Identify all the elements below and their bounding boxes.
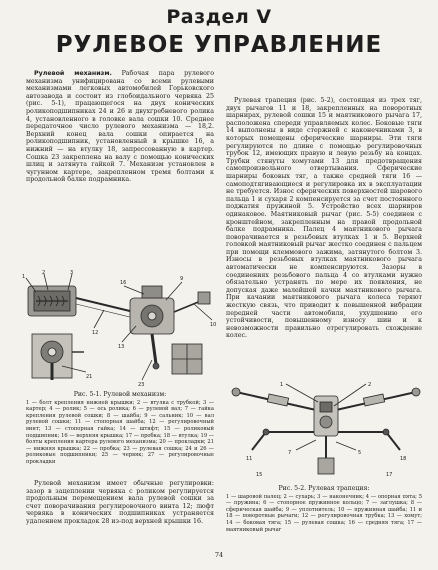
figure-5-1-caption xyxy=(26,392,214,466)
svg-text:2: 2 xyxy=(368,382,372,388)
svg-text:21: 21 xyxy=(86,374,93,380)
svg-text:23: 23 xyxy=(138,382,145,388)
svg-text:11: 11 xyxy=(246,456,253,462)
svg-text:10: 10 xyxy=(210,322,217,328)
svg-text:5: 5 xyxy=(358,450,362,456)
figure-5-1-title: Рис. 5-1. Рулевой механизм: xyxy=(73,391,167,398)
svg-text:16: 16 xyxy=(120,280,127,286)
steering-gear-heading: Рулевой механизм. xyxy=(34,70,112,77)
figure-5-2-title: Рис. 5-2. Рулевая трапеция: xyxy=(278,485,370,492)
figure-5-2-caption xyxy=(226,486,422,533)
steering-linkage-drawing xyxy=(226,380,426,482)
svg-text:18: 18 xyxy=(400,456,407,462)
svg-text:9: 9 xyxy=(180,276,184,282)
svg-text:17: 17 xyxy=(386,472,393,478)
svg-text:15: 15 xyxy=(256,472,263,478)
svg-text:7: 7 xyxy=(288,450,292,456)
steering-gear-body: Рабочая пара рулевого механизма унифицирована со всеми рулевыми механизмами легковых автомобилей Горьковского автозавода и состоит из глобоидального червяка 25 (рис. 5-1), працающегося на двух конических роликоподшипниках 24 и 26 и двухгребневого ролика 4, установленного в головке вала сошки 10. Среднее передаточное число рулевого механизма — 18,2. Верхний конец вала сошки опирается на роликоподшипник, установленный в крышке 16, а нижний — на втулку 18, запрессованную в картер. Сошка 23 закреплена на валу с помощью конических шлиц и затянута гайкой 7. Механизм установлен в чугунном картере, закрепленном тремя болтами к продольной балке подрамника. xyxy=(26,70,214,184)
svg-text:3: 3 xyxy=(70,270,74,276)
svg-text:1: 1 xyxy=(22,274,26,280)
svg-text:1: 1 xyxy=(280,382,284,388)
svg-text:12: 12 xyxy=(92,330,99,336)
figure-5-1-legend: 1 — болт крепления нижней крышки; 2 — втулка с трубкой; 3 — картер; 4 — ролик; 5 — ось ролика; 6 — рулевой вал; 7 — гайка крепления рулевой сошки; 8 — шайба; 9 — сальник; 10 — вал рулевой сошки; 11 — стопорная шайба; 12 — регулировочный винт; 13 — стопорная гайка; 14 — штифт; 15 — роликовый подшипник; 16 — верхняя крышка; 17 — пробка; 18 — втулка; 19 — болты крепления картера рулевого механизма; 20 — прокладки; 21 — нижняя крышка; 22 — пробка; 23 — рулевая сошка; 24 и 26 — роликовые подшипники; 25 — червяк; 27 — регулировочные прокладки xyxy=(26,399,214,465)
page-number: 74 xyxy=(214,551,224,559)
section-number: Раздел V xyxy=(166,6,272,28)
page-header xyxy=(0,6,438,58)
left-column-text xyxy=(26,70,214,184)
svg-text:2: 2 xyxy=(42,270,46,276)
svg-text:13: 13 xyxy=(118,344,125,350)
steering-mechanism-drawing xyxy=(22,268,217,388)
right-column-text: Рулевая трапеция (рис. 5-2), состоящая из трех тяг, двух рычагов 11 и 18, закрепленных на поворотных шарнирах, рулевой сошки 15 и маятникового рычага 17, расположена спереди управляемых колес. Боковые тяги 14 выполнены в виде стержней с наконечниками 3, в которых помещены сферические шарниры. Эти тяги регулируются по длине с помощью регулировочных трубок 12, имеющих правую и левую резьбу на концах. Трубки стянуты хомутами 13 для предотвращения самопроизвольного отвертывания. Сферические шарниры боковых тяг, а также средней тяги 16 — самоподтягивающиеся и регулировка их в эксплуатации не требуется. Износ сферических поверхностей шарового пальца 1 и сухаря 2 компенсируется за счет постоянного поджатия пружиной 5. Устройство всех шарниров одинаковое. Маятниковый рычаг (рис. 5-5) соединен с кронштейном, закрепленным на правой продольной балке подрамника. Палец 4 маятникового рычага поворачивается в резьбовых втулках 1 и 5. Верхней головкой маятниковый рычаг жестко соединен с пальцем при помощи клеммового зажима, затянутого болтом 3. Износы в резьбовых втулках маятникового рычага автоматически не компенсируются. Зазоры в соединениях резьбового пальца 4 со втулками нужно обязательно устранять по мере их появления, не допуская даже малейшей качки маятникового рычага. При качании маятникового рычага колеса теряют жесткую связь, что приводит к повышенной вибрации передней части автомобиля, ухудшению его устойчивости, повышенному износу шин и к невозможности правильно отрегулировать схождение колес. xyxy=(226,97,422,340)
section-title: РУЛЕВОЕ УПРАВЛЕНИЕ xyxy=(55,32,383,58)
figure-5-2-legend: 1 — шаровой палец; 2 — сухарь; 3 — наконечник; 4 — опорная пята; 5 — пружина; 6 — стопорное пружинное кольцо; 7 — заглушка; 8 — сферическая шайба; 9 — уплотнитель; 10 — пружинная шайба; 11 и 18 — поворотные рычаги; 12 — регулировочная трубка; 13 — хомут; 14 — боковая тяга; 15 — рулевая сошка; 16 — средняя тяга; 17 — маятниковый рычаг xyxy=(226,493,422,533)
adjustment-paragraph: Рулевой механизм имеет обычные регулировки: зазор в зацеплении червяка с роликом регулируется продольным перемещением вала рулевой сошки за счет поворачивания регулировочного винта 12; люфт червяка в конических подшипниках устраняется удалением прокладок 28 из-под верхней крышки 16. xyxy=(26,480,214,525)
